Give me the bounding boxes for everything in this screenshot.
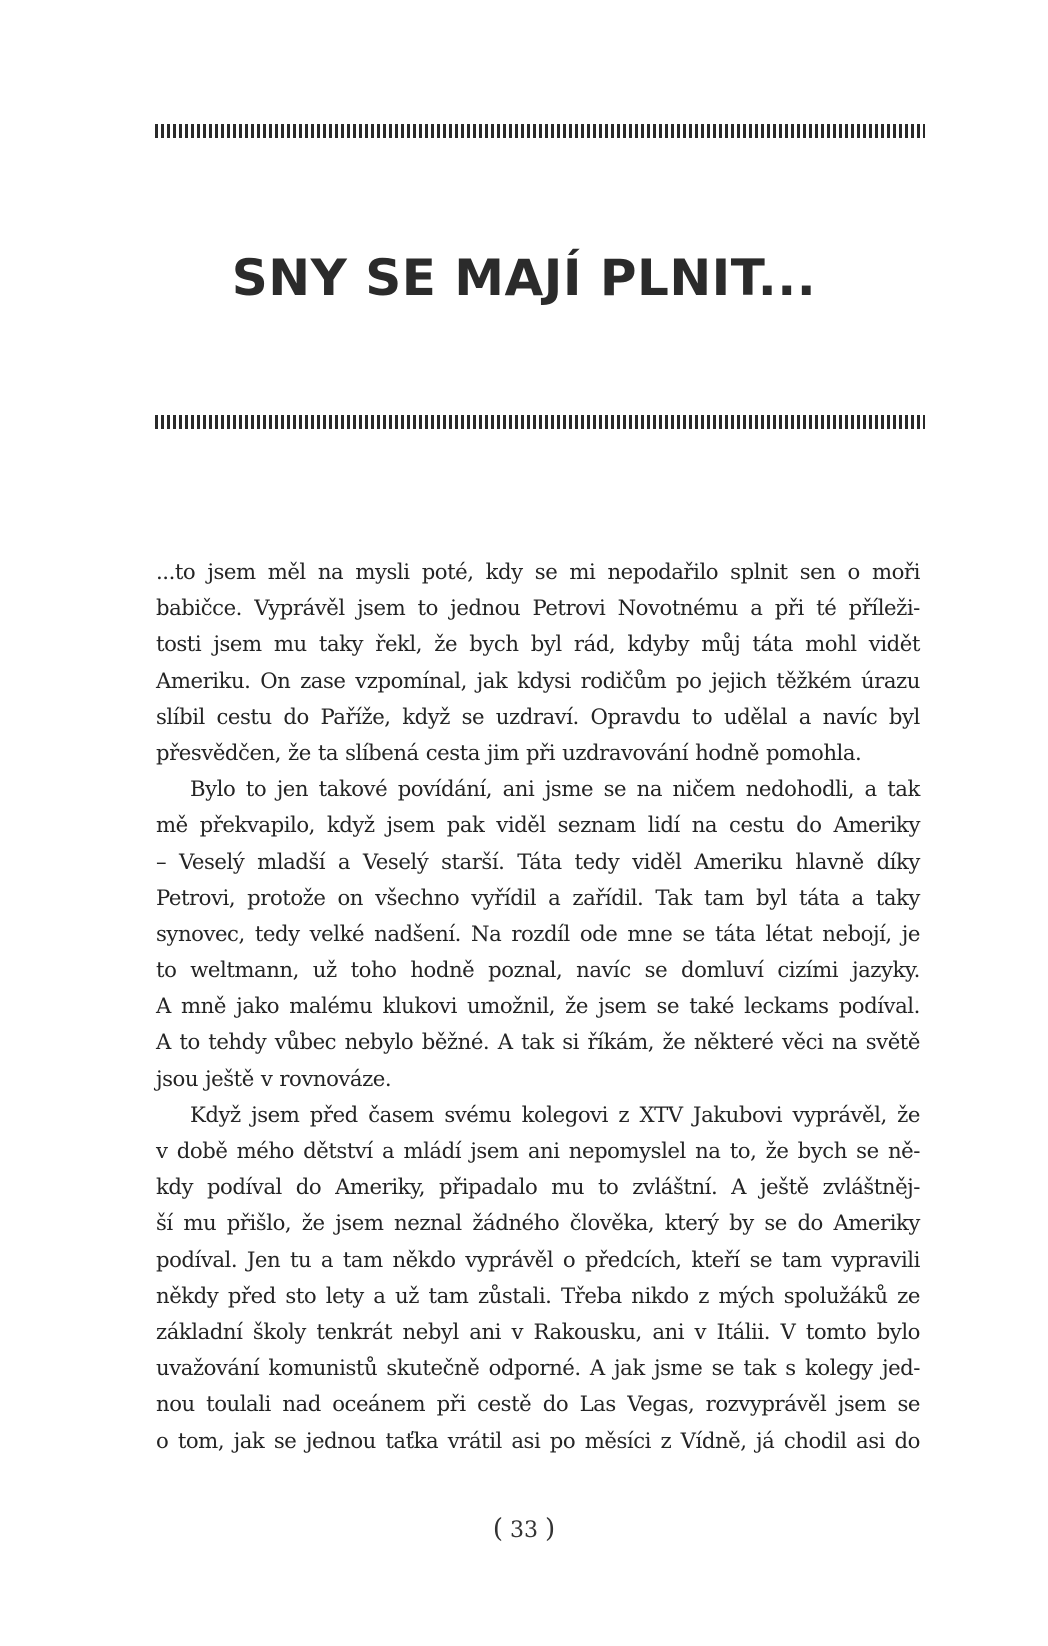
page-number-close-paren: ) xyxy=(545,1514,556,1544)
text-line: to weltmann, už toho hodně poznal, navíc se domluví cizími jazyky. xyxy=(156,957,920,983)
chapter-title: SNY SE MAJÍ PLNIT... xyxy=(231,249,817,307)
text-line: mě překvapilo, když jsem pak viděl seznam lidí na cestu do Ameriky xyxy=(156,812,920,838)
text-line: o tom, jak se jednou taťka vrátil asi po měsíci z Vídně, já chodil asi do xyxy=(156,1427,920,1453)
text-line: nou toulali nad oceánem při cestě do Las Vegas, rozvyprávěl jsem se xyxy=(156,1391,920,1417)
text-line: – Veselý mladší a Veselý starší. Táta tedy viděl Ameriku hlavně díky xyxy=(156,848,920,874)
text-line: přesvědčen, že ta slíbená cesta jim při uzdravování hodně pomohla. xyxy=(156,739,862,765)
bottom-decorative-rule xyxy=(155,415,925,429)
text-line: synovec, tedy velké nadšení. Na rozdíl ode mne se táta létat nebojí, je xyxy=(156,920,920,946)
text-line: uvažování komunistů skutečně odporné. A jak jsme se tak s kolegy jed- xyxy=(156,1355,920,1381)
text-line: Bylo to jen takové povídání, ani jsme se na ničem nedohodli, a tak xyxy=(190,776,920,802)
text-line: A to tehdy vůbec nebylo běžné. A tak si říkám, že některé věci na světě xyxy=(156,1029,920,1055)
paragraph xyxy=(156,1097,920,1459)
text-line: babičce. Vyprávěl jsem to jednou Petrovi Novotnému a při té příleži- xyxy=(156,595,920,621)
text-line: Když jsem před časem svému kolegovi z XTV Jakubovi vyprávěl, že xyxy=(190,1101,920,1127)
text-line: slíbil cestu do Paříže, když se uzdraví. Opravdu to udělal a navíc byl xyxy=(156,703,920,729)
paragraph xyxy=(156,771,920,1097)
text-line: někdy před sto lety a už tam zůstali. Třeba nikdo z mých spolužáků ze xyxy=(156,1282,920,1308)
text-line: tosti jsem mu taky řekl, že bych byl rád, kdyby můj táta mohl vidět xyxy=(156,631,920,657)
text-line: základní školy tenkrát nebyl ani v Rakousku, ani v Itálii. V tomto bylo xyxy=(156,1318,920,1344)
text-line: A mně jako malému klukovi umožnil, že jsem se také leckams podíval. xyxy=(156,993,920,1019)
text-line: v době mého dětství a mládí jsem ani nepomyslel na to, že bych se ně- xyxy=(156,1138,920,1163)
page-number-open-paren: ( xyxy=(492,1514,503,1544)
text-line: kdy podíval do Ameriky, připadalo mu to zvláštní. A ještě zvláštněj- xyxy=(156,1174,920,1200)
top-decorative-rule xyxy=(155,124,925,138)
text-line: ...to jsem měl na mysli poté, kdy se mi nepodařilo splnit sen o moři xyxy=(156,559,920,584)
text-line: Petrovi, protože on všechno vyřídil a zařídil. Tak tam byl táta a taky xyxy=(156,884,920,910)
chapter-body-text xyxy=(156,554,920,1459)
paragraph xyxy=(156,554,920,771)
page-number: 33 xyxy=(510,1518,538,1543)
text-line: ší mu přišlo, že jsem neznal žádného člověka, který by se do Ameriky xyxy=(156,1210,920,1236)
text-line: podíval. Jen tu a tam někdo vyprávěl o předcích, kteří se tam vypravili xyxy=(156,1246,920,1272)
text-line: jsou ještě v rovnováze. xyxy=(156,1065,392,1091)
text-line: Ameriku. On zase vzpomínal, jak kdysi rodičům po jejich těžkém úrazu xyxy=(156,667,920,693)
page-number-footer xyxy=(0,1514,1048,1546)
